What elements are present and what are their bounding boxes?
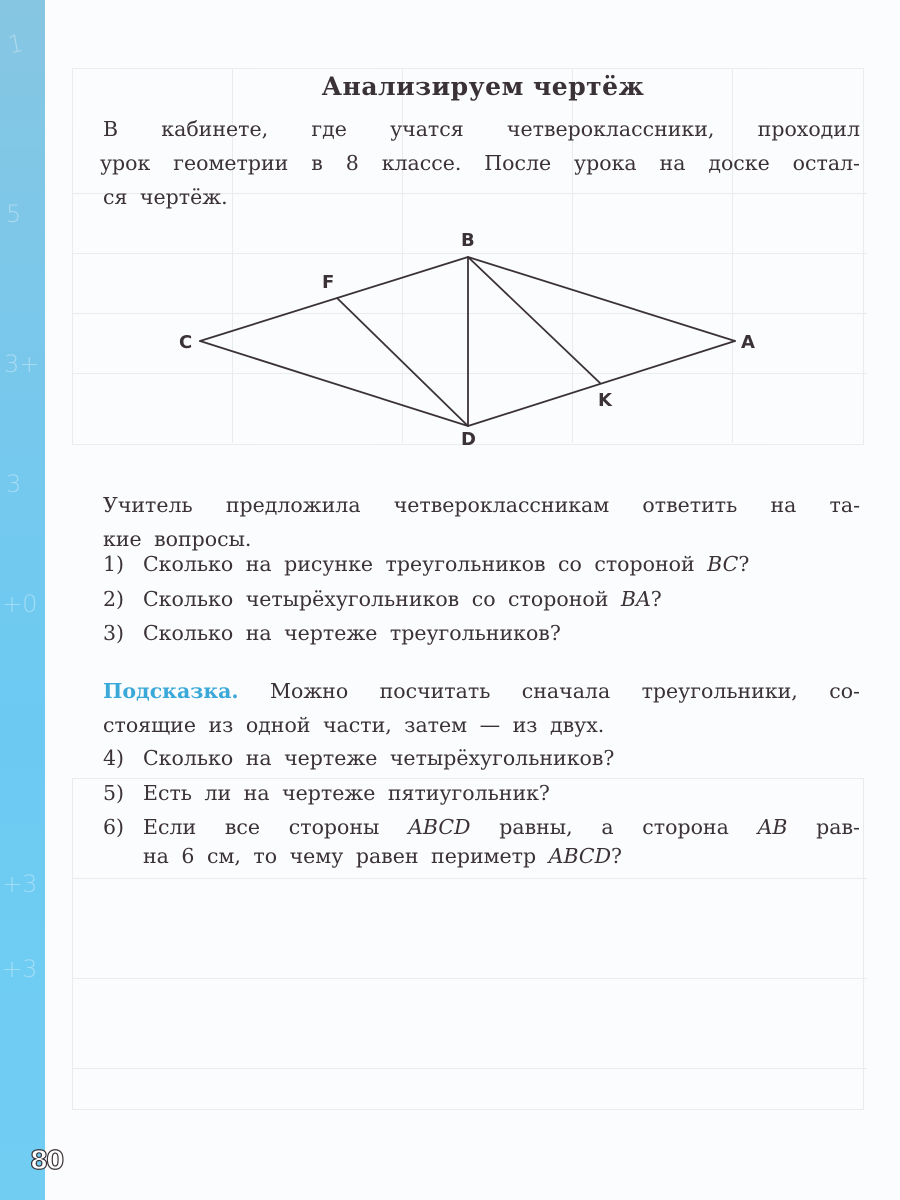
vertex-label-a: A (741, 332, 755, 353)
teacher-line: Учитель предложила четвероклассникам ответить на та- (103, 493, 860, 517)
question-6: 6) Если все стороны ABCD равны, а сторона AB рав- на 6 см, то чему равен периметр ABCD? (103, 815, 860, 868)
vertex-label-k: K (598, 390, 612, 411)
hint-label: Подсказка. (103, 679, 239, 703)
hint-text: стоящие из одной части, затем — из двух. (103, 713, 605, 737)
margin-decoration: 1 (5, 28, 26, 60)
segment-cb (200, 257, 468, 341)
vertex-label-b: B (461, 230, 475, 251)
vertex-label-c: C (179, 332, 193, 353)
intro-line: В кабинете, где учатся четвероклассники, проходил (103, 117, 860, 141)
margin-decoration: +0 (2, 590, 38, 618)
segment-fd (337, 298, 468, 426)
vertex-label-f: F (322, 272, 335, 293)
question-2: 2) Сколько четырёхугольников со стороной BA? (103, 587, 662, 611)
intro-paragraph (100, 112, 860, 214)
segment-bk (468, 257, 600, 383)
vertex-label-d: D (461, 429, 476, 450)
margin-decoration: +3 (2, 955, 38, 983)
margin-decoration: 3 (6, 470, 22, 498)
question-5: 5) Есть ли на чертеже пятиугольник? (103, 781, 550, 805)
teacher-paragraph (103, 488, 860, 556)
hint-text: Можно посчитать сначала треугольники, со- (238, 679, 860, 703)
segment-ba (468, 257, 735, 341)
page-title: Анализируем чертёж (321, 72, 645, 101)
question-3: 3) Сколько на чертеже треугольников? (103, 621, 561, 645)
segment-dc (200, 341, 468, 426)
hint-paragraph (103, 674, 860, 742)
teacher-line: кие вопросы. (103, 527, 252, 551)
margin-decoration: 5 (6, 200, 22, 228)
question-4: 4) Сколько на чертеже четырёхугольников? (103, 746, 615, 770)
margin-decoration: +3 (2, 870, 38, 898)
margin-decoration: 3+ (4, 350, 40, 378)
intro-line: урок геометрии в 8 классе. После урока на доске остал- (100, 151, 860, 175)
page-number: 80 (30, 1146, 63, 1176)
segment-ad (468, 341, 735, 426)
question-1: 1) Сколько на рисунке треугольников со стороной BC? (103, 552, 750, 576)
intro-line: ся чертёж. (103, 185, 228, 209)
